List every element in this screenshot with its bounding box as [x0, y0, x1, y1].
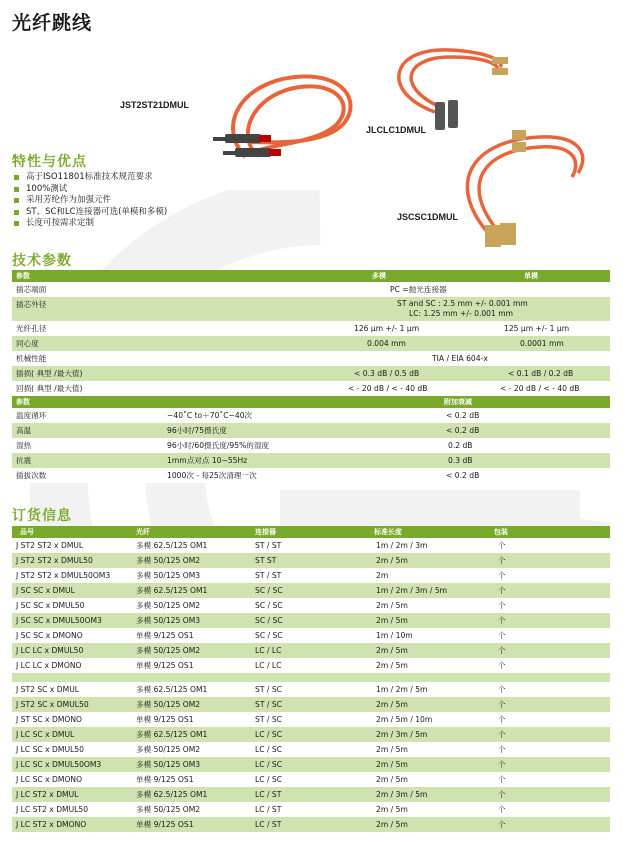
- order-cell-pack: 个: [498, 556, 506, 565]
- order-cell-conn: LC / SC: [255, 760, 283, 769]
- tech-header-row: 参数 多模 单模: [12, 270, 610, 282]
- table-row: 抗震 1mm点对点 10~55Hz 0.3 dB: [12, 453, 610, 468]
- order-cell-fiber: 多模 50/125 OM3: [136, 760, 201, 769]
- order-cell-conn: LC / ST: [255, 820, 282, 829]
- order-cell-conn: ST / SC: [255, 715, 282, 724]
- order-cell-conn: ST ST: [255, 556, 277, 565]
- table-row: [12, 817, 610, 832]
- bullet-icon: [14, 187, 19, 192]
- order-cell-pn: J LC ST2 x DMUL50: [16, 805, 89, 814]
- product-label-sc: JSCSC1DMUL: [397, 212, 459, 222]
- order-cell-conn: LC / SC: [255, 775, 283, 784]
- order-cell-fiber: 多模 62.5/125 OM1: [136, 541, 208, 550]
- table-row: 同心度 0.004 mm 0.0001 mm: [12, 336, 610, 351]
- order-cell-pack: 个: [498, 685, 506, 694]
- table-row: 插芯端面 PC =抛光连接器: [12, 282, 610, 297]
- table-row: 插损( 典型 /最大值) < 0.3 dB / 0.5 dB < 0.1 dB / 0.2 dB: [12, 366, 610, 381]
- order-cell-pn: J LC ST2 x DMUL: [16, 790, 79, 799]
- order-cell-fiber: 多模 62.5/125 OM1: [136, 685, 208, 694]
- product-label-lc: JLCLC1DMUL: [366, 125, 426, 135]
- table-row: 高温 96小时/75摄氏度 < 0.2 dB: [12, 423, 610, 438]
- order-cell-len: 1m / 2m / 5m: [376, 685, 428, 694]
- table-row: [12, 742, 610, 757]
- order-cell-conn: ST / SC: [255, 700, 282, 709]
- order-cell-pack: 个: [498, 715, 506, 724]
- table-row: [12, 598, 610, 613]
- order-cell-fiber: 多模 50/125 OM2: [136, 700, 201, 709]
- order-cell-pn: J LC SC x DMUL50OM3: [16, 760, 102, 769]
- order-cell-pn: J SC SC x DMUL: [16, 586, 75, 595]
- order-cell-pack: 个: [498, 601, 506, 610]
- bullet-icon: [14, 198, 19, 203]
- order-cell-pn: J LC SC x DMUL: [16, 730, 75, 739]
- order-header-row: 品号 光纤 连接器 标准长度 包装: [12, 526, 610, 538]
- page-title: 光纤跳线: [12, 12, 93, 34]
- order-cell-len: 2m: [376, 571, 389, 580]
- order-cell-len: 2m / 5m: [376, 820, 408, 829]
- table-row: [12, 538, 610, 553]
- table-row: 回损( 典型 /最大值) < - 20 dB / < - 40 dB < - 20 dB / < - 40 dB: [12, 381, 610, 396]
- table-row: [12, 682, 610, 697]
- table-row: [12, 697, 610, 712]
- feature-item: 长度可按需求定制: [12, 218, 167, 230]
- order-cell-fiber: 单模 9/125 OS1: [136, 661, 194, 670]
- st-st-cable-image: [205, 62, 365, 172]
- table-row: [12, 643, 610, 658]
- order-cell-conn: LC / LC: [255, 646, 282, 655]
- features-list: [12, 172, 167, 230]
- order-cell-pack: 个: [498, 745, 506, 754]
- order-heading: 订货信息: [12, 508, 72, 524]
- order-cell-len: 1m / 2m / 3m: [376, 541, 428, 550]
- order-cell-pn: J ST2 ST2 x DMUL: [16, 541, 84, 550]
- order-cell-conn: LC / ST: [255, 805, 282, 814]
- order-cell-conn: SC / SC: [255, 601, 283, 610]
- order-cell-conn: LC / LC: [255, 661, 282, 670]
- order-cell-pn: J ST2 SC x DMUL50: [16, 700, 89, 709]
- features-heading: 特性与优点: [12, 154, 87, 170]
- order-cell-len: 2m / 5m: [376, 601, 408, 610]
- table-row: [12, 712, 610, 727]
- order-cell-pn: J SC SC x DMUL50OM3: [16, 616, 102, 625]
- order-cell-pack: 个: [498, 571, 506, 580]
- table-row: [12, 553, 610, 568]
- order-cell-fiber: 多模 50/125 OM3: [136, 571, 201, 580]
- feature-item: 采用芳纶作为加强元件: [12, 195, 167, 207]
- order-cell-pack: 个: [498, 775, 506, 784]
- order-cell-pn: J LC LC x DMUL50: [16, 646, 84, 655]
- order-cell-conn: ST / ST: [255, 541, 282, 550]
- order-cell-pn: J ST2 ST2 x DMUL50OM3: [16, 571, 111, 580]
- order-cell-len: 2m / 5m: [376, 775, 408, 784]
- feature-item: 100%测试: [12, 184, 167, 196]
- order-cell-len: 2m / 3m / 5m: [376, 730, 428, 739]
- table-row: [12, 613, 610, 628]
- order-cell-len: 1m / 2m / 3m / 5m: [376, 586, 448, 595]
- order-cell-pn: J ST SC x DMONO: [16, 715, 83, 724]
- table-row: [12, 583, 610, 598]
- order-cell-len: 2m / 5m: [376, 661, 408, 670]
- order-cell-fiber: 多模 50/125 OM2: [136, 646, 201, 655]
- order-cell-len: 2m / 3m / 5m: [376, 790, 428, 799]
- order-cell-len: 2m / 5m / 10m: [376, 715, 433, 724]
- order-cell-pack: 个: [498, 541, 506, 550]
- order-cell-len: 2m / 5m: [376, 556, 408, 565]
- table-row: [12, 802, 610, 817]
- order-cell-conn: ST / SC: [255, 685, 282, 694]
- table-row: 湿热 96小时/60摄氏度/95%的湿度 0.2 dB: [12, 438, 610, 453]
- order-cell-fiber: 多模 62.5/125 OM1: [136, 586, 208, 595]
- order-cell-len: 2m / 5m: [376, 616, 408, 625]
- table-row: 光纤孔径 126 μm +/- 1 μm 125 μm +/- 1 μm: [12, 321, 610, 336]
- table-row: 机械性能 TIA / EIA 604-x: [12, 351, 610, 366]
- order-cell-fiber: 多模 50/125 OM2: [136, 805, 201, 814]
- table-row: [12, 658, 610, 673]
- order-cell-pn: J ST2 ST2 x DMUL50: [16, 556, 93, 565]
- order-cell-len: 2m / 5m: [376, 646, 408, 655]
- order-cell-conn: SC / SC: [255, 586, 283, 595]
- order-cell-fiber: 单模 9/125 OS1: [136, 631, 194, 640]
- order-cell-fiber: 单模 9/125 OS1: [136, 820, 194, 829]
- order-cell-pack: 个: [498, 616, 506, 625]
- table-row: [12, 757, 610, 772]
- order-cell-fiber: 多模 62.5/125 OM1: [136, 790, 208, 799]
- bullet-icon: [14, 210, 19, 215]
- order-cell-fiber: 单模 9/125 OS1: [136, 775, 194, 784]
- order-cell-len: 2m / 5m: [376, 760, 408, 769]
- order-cell-pack: 个: [498, 700, 506, 709]
- table-row: 插芯外径 ST and SC : 2.5 mm +/- 0.001 mm LC: 1.25 mm +/- 0.001 mm: [12, 297, 610, 321]
- order-cell-pack: 个: [498, 730, 506, 739]
- order-cell-fiber: 多模 62.5/125 OM1: [136, 730, 208, 739]
- order-cell-pn: J SC SC x DMUL50: [16, 601, 85, 610]
- order-cell-fiber: 多模 50/125 OM3: [136, 616, 201, 625]
- sc-sc-cable-image: [450, 125, 590, 255]
- order-cell-pack: 个: [498, 820, 506, 829]
- feature-item: ST、SC和LC连接器可选(单模和多模): [12, 207, 167, 219]
- table-row: 插拔次数 1000次 - 每25次清理一次 < 0.2 dB: [12, 468, 610, 483]
- tech-heading: 技术参数: [12, 253, 72, 269]
- order-cell-pack: 个: [498, 790, 506, 799]
- order-cell-conn: SC / SC: [255, 616, 283, 625]
- order-cell-conn: LC / ST: [255, 790, 282, 799]
- order-cell-pack: 个: [498, 805, 506, 814]
- order-cell-pack: 个: [498, 631, 506, 640]
- order-cell-fiber: 单模 9/125 OS1: [136, 715, 194, 724]
- order-cell-pack: 个: [498, 760, 506, 769]
- order-cell-len: 2m / 5m: [376, 745, 408, 754]
- order-cell-conn: LC / SC: [255, 745, 283, 754]
- order-cell-pn: J LC SC x DMUL50: [16, 745, 84, 754]
- table-row: [12, 727, 610, 742]
- order-cell-pn: J LC ST2 x DMONO: [16, 820, 87, 829]
- order-cell-pack: 个: [498, 646, 506, 655]
- product-label-st: JST2ST21DMUL: [120, 100, 190, 110]
- order-cell-pn: J LC SC x DMONO: [16, 775, 83, 784]
- table-row: [12, 628, 610, 643]
- order-cell-fiber: 多模 50/125 OM2: [136, 601, 201, 610]
- order-cell-len: 1m / 10m: [376, 631, 413, 640]
- order-cell-conn: ST / ST: [255, 571, 282, 580]
- order-cell-pack: 个: [498, 661, 506, 670]
- table-row: [12, 568, 610, 583]
- env-header-row: 参数 附加衰减: [12, 396, 610, 408]
- order-cell-conn: LC / SC: [255, 730, 283, 739]
- order-cell-pn: J LC LC x DMONO: [16, 661, 82, 670]
- table-row: [12, 772, 610, 787]
- feature-item: 高于ISO11801标准技术规范要求: [12, 172, 167, 184]
- table-row: [12, 787, 610, 802]
- order-cell-fiber: 多模 50/125 OM2: [136, 745, 201, 754]
- order-cell-pn: J SC SC x DMONO: [16, 631, 83, 640]
- lc-lc-cable-image: [380, 42, 510, 132]
- tech-table: [12, 270, 610, 483]
- table-row: 温度循环 −40˚C to＋70˚C−40次 < 0.2 dB: [12, 408, 610, 423]
- order-cell-conn: SC / SC: [255, 631, 283, 640]
- group-separator: [12, 673, 610, 682]
- order-cell-len: 2m / 5m: [376, 700, 408, 709]
- order-cell-len: 2m / 5m: [376, 805, 408, 814]
- bullet-icon: [14, 221, 19, 226]
- order-cell-pn: J ST2 SC x DMUL: [16, 685, 79, 694]
- order-table: [12, 526, 610, 832]
- order-cell-pack: 个: [498, 586, 506, 595]
- bullet-icon: [14, 175, 19, 180]
- order-cell-fiber: 多模 50/125 OM2: [136, 556, 201, 565]
